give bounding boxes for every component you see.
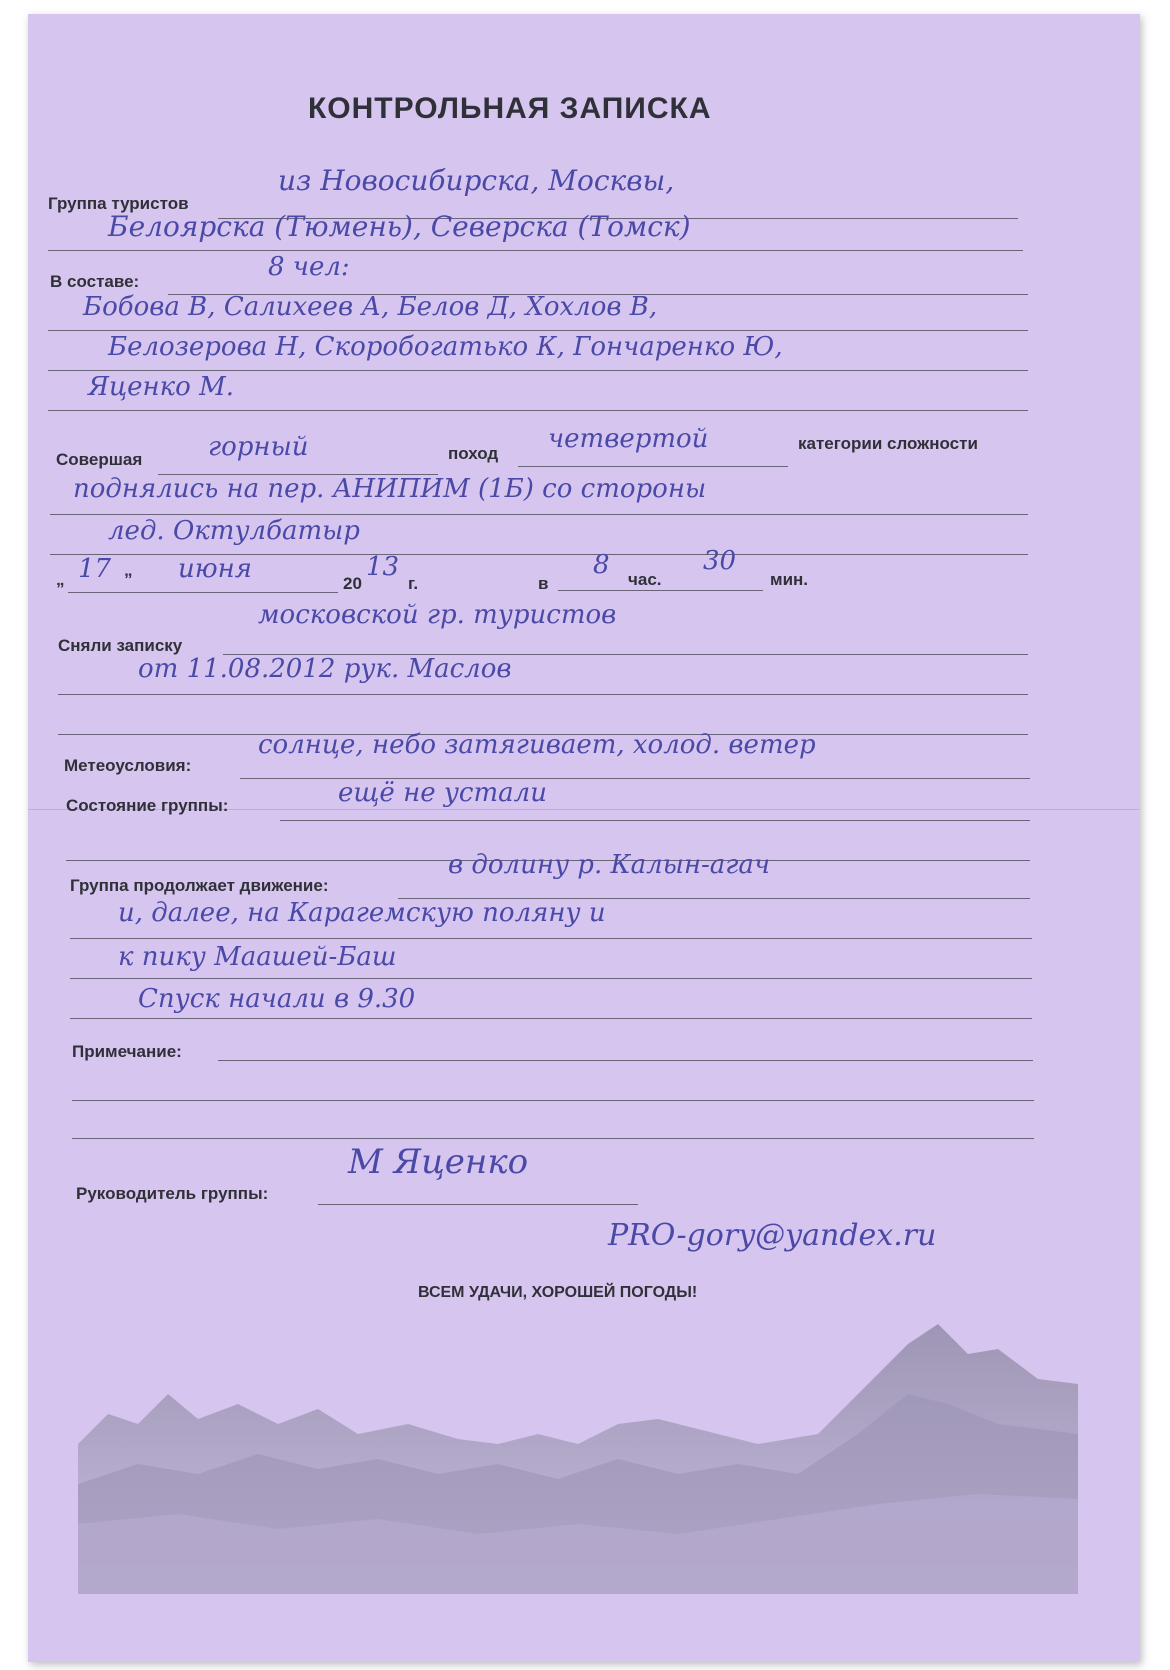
rule: [70, 938, 1032, 939]
mountains-illustration: [78, 1324, 1078, 1604]
weather-handwriting: солнце, небо затягивает, холод. ветер: [258, 730, 816, 760]
rule: [518, 466, 788, 467]
rule: [558, 590, 763, 591]
route-handwriting-1: поднялись на пер. АНИПИМ (1Б) со стороны: [73, 474, 707, 504]
leader-label: Руководитель группы:: [76, 1184, 269, 1203]
continues-handwriting-1: в долину р. Калын-агач: [448, 850, 771, 880]
rule: [48, 410, 1028, 411]
continues-handwriting-3: к пику Маашей-Баш: [118, 942, 397, 972]
completed-label: Совершая: [56, 450, 143, 469]
composition-label: В составе:: [50, 272, 140, 291]
category-label: категории сложности: [798, 434, 978, 453]
rule: [72, 1138, 1034, 1139]
rule: [318, 1204, 638, 1205]
rule: [70, 978, 1032, 979]
rule: [48, 330, 1028, 331]
rule: [70, 1018, 1032, 1019]
minutes-label: мин.: [770, 570, 809, 589]
day-handwriting: 17: [78, 554, 112, 584]
removed-note-handwriting-2: от 11.08.2012 рук. Маслов: [138, 654, 512, 684]
at-label: в: [538, 574, 549, 593]
removed-note-handwriting-1: московской гр. туристов: [258, 600, 617, 630]
hike-label: поход: [448, 444, 499, 463]
group-handwriting-1: из Новосибирска, Москвы,: [278, 164, 675, 197]
group-state-label: Состояние группы:: [66, 796, 229, 815]
year-handwriting: 13: [366, 552, 400, 582]
continues-label: Группа продолжает движение:: [70, 876, 329, 895]
month-handwriting: июня: [178, 554, 252, 584]
rule: [68, 592, 338, 593]
weather-label: Метеоусловия:: [64, 756, 192, 775]
rule: [280, 820, 1030, 821]
rule: [58, 694, 1028, 695]
composition-handwriting-1: Бобова В, Салихеев А, Белов Д, Хохлов В,: [83, 292, 658, 322]
route-handwriting-2: лед. Октулбатыр: [108, 516, 360, 546]
removed-note-label: Сняли записку: [58, 636, 183, 655]
group-state-handwriting: ещё не устали: [338, 778, 547, 808]
date-open-quote: „: [56, 570, 65, 589]
group-handwriting-2: Белоярска (Тюмень), Северска (Томск): [108, 210, 691, 243]
note-label: Примечание:: [72, 1042, 182, 1061]
group-label: Группа туристов: [48, 194, 189, 213]
email-handwriting: PRO-gory@yandex.ru: [608, 1218, 937, 1253]
minute-handwriting: 30: [703, 546, 737, 576]
rule: [48, 250, 1023, 251]
composition-handwriting-3: Яценко М.: [88, 372, 234, 402]
composition-handwriting-2: Белозерова Н, Скоробогатько К, Гончаренко Ю,: [108, 332, 783, 362]
rule: [72, 1100, 1034, 1101]
date-close-quote: ”: [124, 570, 133, 589]
year-prefix: 20: [343, 574, 362, 593]
year-suffix: г.: [408, 574, 419, 593]
leader-signature: М Яценко: [348, 1142, 529, 1182]
rule: [218, 1060, 1033, 1061]
hour-handwriting: 8: [593, 550, 610, 580]
document-title: КОНТРОЛЬНАЯ ЗАПИСКА: [308, 92, 712, 125]
continues-handwriting-4: Спуск начали в 9.30: [138, 984, 416, 1014]
continues-handwriting-2: и, далее, на Карагемскую поляну и: [118, 898, 606, 928]
footer-wish: ВСЕМ УДАЧИ, ХОРОШЕЙ ПОГОДЫ!: [418, 1284, 698, 1301]
hours-label: час.: [628, 570, 662, 589]
control-note-sheet: [28, 14, 1140, 1662]
group-count: 8 чел:: [268, 252, 350, 282]
hike-type-handwriting: горный: [208, 432, 309, 462]
rule: [50, 514, 1028, 515]
rule: [48, 370, 1028, 371]
category-handwriting: четвертой: [548, 424, 709, 454]
